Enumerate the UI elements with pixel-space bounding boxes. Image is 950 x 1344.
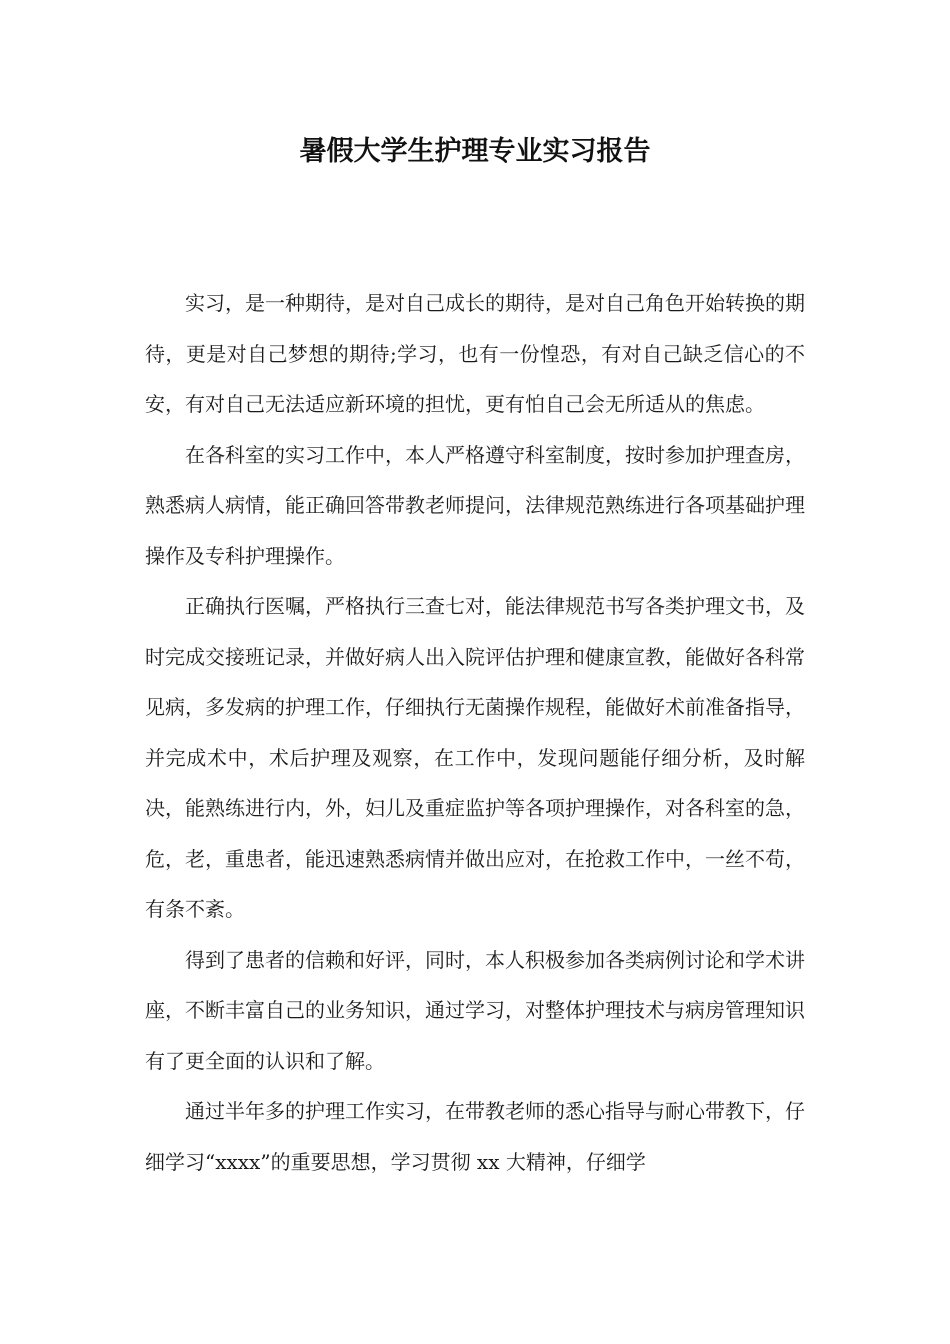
document-body	[145, 278, 805, 1187]
paragraph-4: 得到了患者的信赖和好评，同时，本人积极参加各类病例讨论和学术讲座，不断丰富自己的业务知识，通过学习，对整体护理技术与病房管理知识有了更全面的认识和了解。	[145, 947, 805, 1073]
paragraph-5: 通过半年多的护理工作实习，在带教老师的悉心指导与耐心带教下，仔细学习“xxxx”的重要思想，学习贯彻 xx 大精神，仔细学	[145, 1099, 805, 1174]
document-title: 暑假大学生护理专业实习报告	[299, 136, 651, 167]
paragraph-3: 正确执行医嘱，严格执行三查七对，能法律规范书写各类护理文书，及时完成交接班记录，并做好病人出入院评估护理和健康宣教，能做好各科常见病，多发病的护理工作，仔细执行无菌操作规程，能做好术前准备指导，并完成术中，术后护理及观察，在工作中，发现问题能仔细分析，及时解决，能熟练进行内，外，妇儿及重症监护等各项护理操作，对各科室的急，危，老，重患者，能迅速熟悉病情并做出应对，在抢救工作中，一丝不苟，有条不紊。	[145, 594, 805, 921]
paragraph-2: 在各科室的实习工作中，本人严格遵守科室制度，按时参加护理查房，熟悉病人病情，能正确回答带教老师提问，法律规范熟练进行各项基础护理操作及专科护理操作。	[145, 442, 805, 568]
paragraph-1: 实习，是一种期待，是对自己成长的期待，是对自己角色开始转换的期待，更是对自己梦想的期待;学习，也有一份惶恐，有对自己缺乏信心的不安，有对自己无法适应新环境的担忧，更有怕自己会无所适从的焦虑。	[145, 291, 805, 416]
